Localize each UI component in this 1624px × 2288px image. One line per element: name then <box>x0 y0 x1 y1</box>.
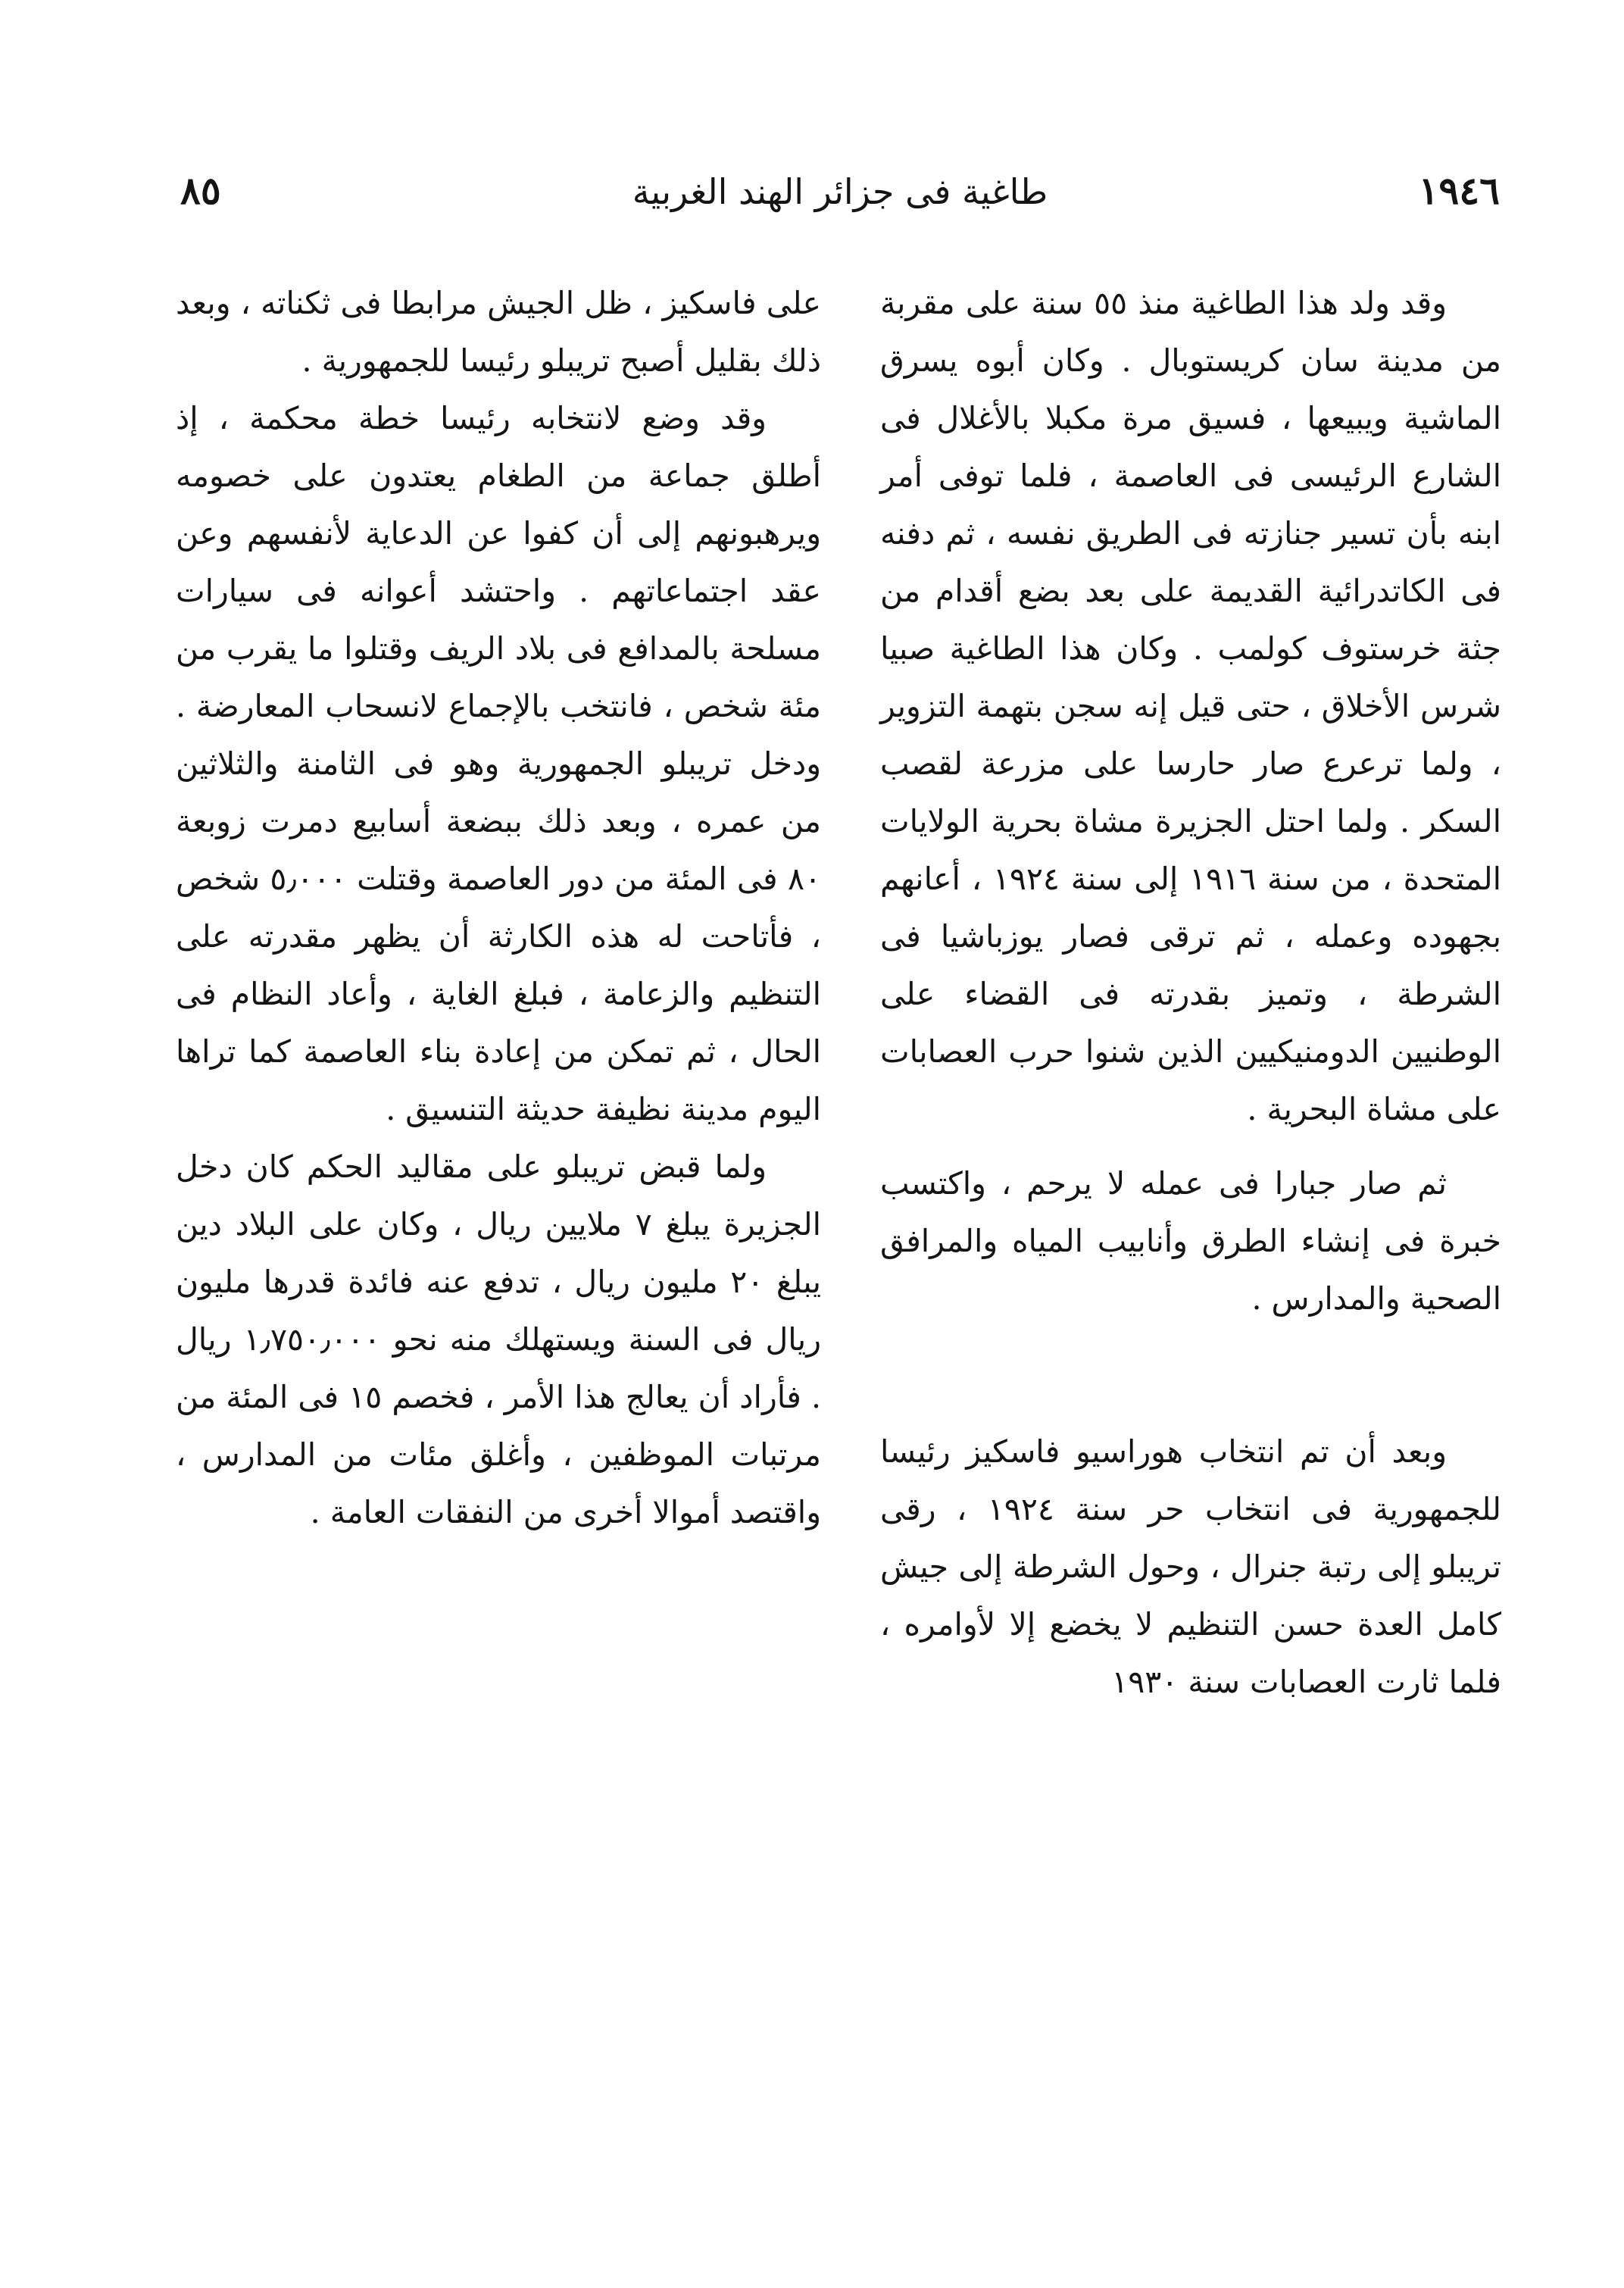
header-year: ١٩٤٦ <box>1418 168 1500 213</box>
paragraph-right-1: وقد ولد هذا الطاغية منذ ٥٥ سنة على مقربة من مدينة سان كريستوبال . وكان أبوه يسرق الماشية ويبيعها ، فسيق مرة مكبلا بالأغلال فى الشارع الرئيسى فى العاصمة ، فلما توفى أمر ابنه بأن تسير جنازته فى الطريق نفسه ، ثم دفنه فى الكاتدرائية القديمة على بعد بضع أقدام من جثة خرستوف كولمب . وكان هذا الطاغية صبيا شرس الأخلاق ، حتى قيل إنه سجن بتهمة التزوير ، ولما ترعرع صار حارسا على مزرعة لقصب السكر . ولما احتل الجزيرة مشاة بحرية الولايات المتحدة ، من سنة ١٩١٦ إلى سنة ١٩٢٤ ، أعانهم بجهوده وعمله ، ثم ترقى فصار يوزباشيا فى الشرطة ، وتميز بقدرته فى القضاء على الوطنيين الدومنيكيين الذين شنوا حرب العصابات على مشاة البحرية . <box>880 285 1501 1127</box>
right-column <box>880 274 1501 1711</box>
paragraph-right-3: وبعد أن تم انتخاب هوراسيو فاسكيز رئيسا للجمهورية فى انتخاب حر سنة ١٩٢٤ ، رقى تريبلو إلى رتبة جنرال ، وحول الشرطة إلى جيش كامل العدة حسن التنظيم لا يخضع إلا لأوامره ، فلما ثارت العصابات سنة ١٩٣٠ <box>880 1433 1501 1700</box>
paragraph-left-1: على فاسكيز ، ظل الجيش مرابطا فى ثكناته ، وبعد ذلك بقليل أصبح تريبلو رئيسا للجمهورية . <box>176 285 821 379</box>
left-column <box>176 274 821 1541</box>
paragraph-left-3: ولما قبض تريبلو على مقاليد الحكم كان دخل الجزيرة يبلغ ٧ ملايين ريال ، وكان على البلاد دين يبلغ ٢٠ مليون ريال ، تدفع عنه فائدة قدرها مليون ريال فى السنة ويستهلك منه نحو ١٫٧٥٠٫٠٠٠ ريال . فأراد أن يعالج هذا الأمر ، فخصم ١٥ فى المئة من مرتبات الموظفين ، وأغلق مئات من المدارس ، واقتصد أموالا أخرى من النفقات العامة . <box>176 1149 822 1530</box>
paragraph-left-2: وقد وضع لانتخابه رئيسا خطة محكمة ، إذ أطلق جماعة من الطغام يعتدون على خصومه ويرهبونهم إلى أن كفوا عن الدعاية لأنفسهم وعن عقد اجتماعاتهم . واحتشد أعوانه فى سيارات مسلحة بالمدافع فى بلاد الريف وقتلوا ما يقرب من مئة شخص ، فانتخب بالإجماع لانسحاب المعارضة . ودخل تريبلو الجمهورية وهو فى الثامنة والثلاثين من عمره ، وبعد ذلك ببضعة أسابيع دمرت زوبعة ٨٠ فى المئة من دور العاصمة وقتلت ٥٫٠٠٠ شخص ، فأتاحت له هذه الكارثة أن يظهر مقدرته على التنظيم والزعامة ، فبلغ الغاية ، وأعاد النظام فى الحال ، ثم تمكن من إعادة بناء العاصمة كما تراها اليوم مدينة نظيفة حديثة التنسيق . <box>176 400 821 1127</box>
page-header <box>180 168 1500 236</box>
header-title: طاغية فى جزائر الهند الغربية <box>632 171 1048 212</box>
paragraph-right-2: ثم صار جبارا فى عمله لا يرحم ، واكتسب خبرة فى إنشاء الطرق وأنابيب المياه والمرافق الصحية والمدارس . <box>880 1165 1501 1317</box>
page-number: ٨٥ <box>180 168 221 213</box>
